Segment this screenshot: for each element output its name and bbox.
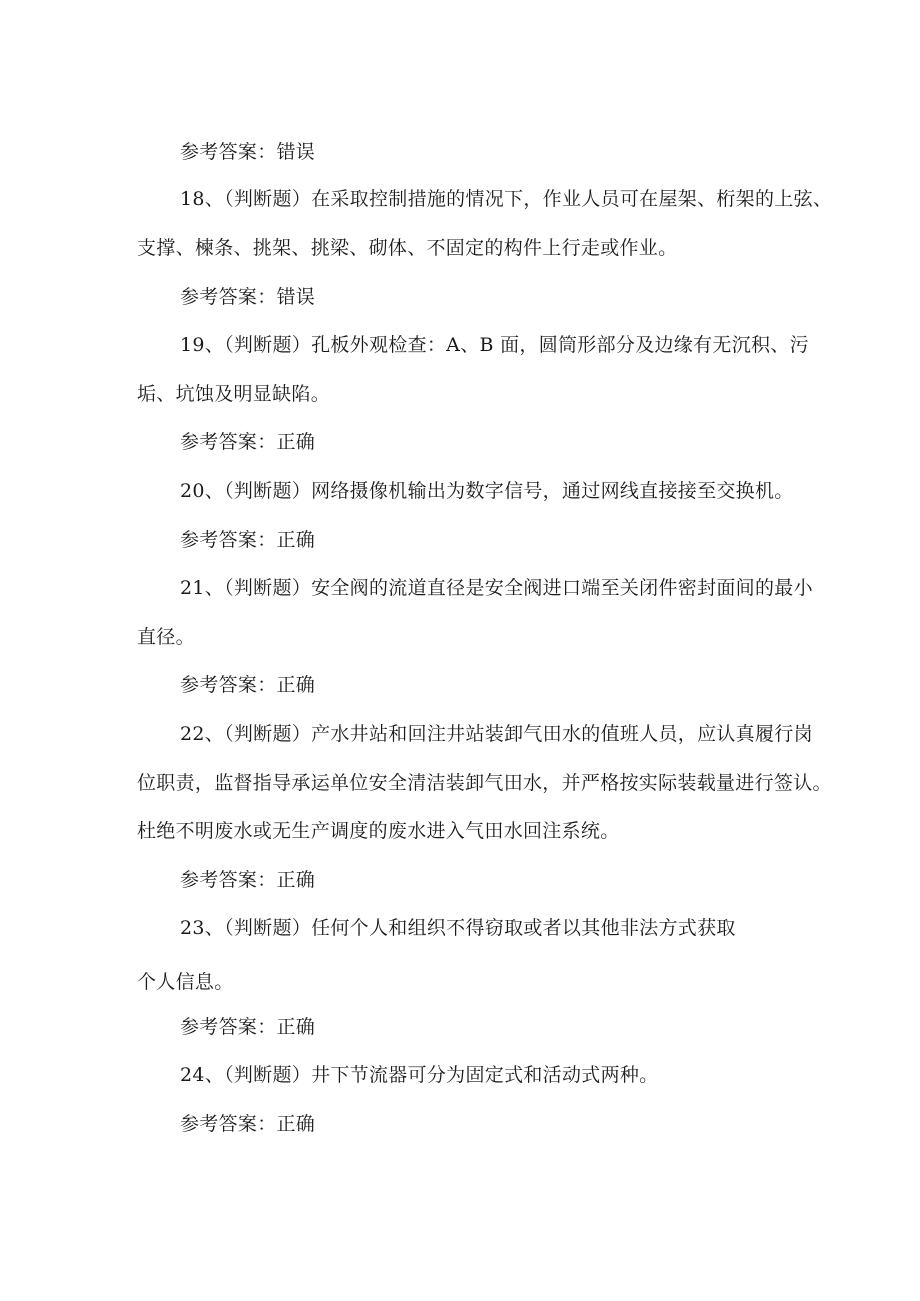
answer-22: 参考答案：正确 [180,869,316,891]
answer-23: 参考答案：正确 [180,1016,316,1038]
question-18-line-2: 支撑、楝条、挑架、挑梁、砌体、不固定的构件上行走或作业。 [137,237,678,259]
question-18-line-1: 18、（判断题）在采取控制措施的情况下，作业人员可在屋架、桁架的上弦、 [180,188,833,210]
question-23-line-1: 23、（判断题）任何个人和组织不得窃取或者以其他非法方式获取 [180,917,736,939]
answer-18: 参考答案：错误 [180,286,316,308]
answer-21: 参考答案：正确 [180,674,316,696]
answer-24: 参考答案：正确 [180,1113,316,1135]
question-22-line-2: 位职责，监督指导承运单位安全清洁装卸气田水，并严格按实际装载量进行签认。 [137,772,832,794]
question-19-line-2: 垢、坑蚀及明显缺陷。 [137,383,331,405]
question-22-line-1: 22、（判断题）产水井站和回注井站装卸气田水的值班人员，应认真履行岗 [180,723,813,745]
question-20-line-1: 20、（判断题）网络摄像机输出为数字信号，通过网线直接接至交换机。 [180,480,794,502]
question-23-line-2: 个人信息。 [137,971,234,993]
question-19-line-1: 19、（判断题）孔板外观检查：A、B 面，圆筒形部分及边缘有无沉积、污 [180,334,809,356]
question-21-line-1: 21、（判断题）安全阀的流道直径是安全阀进口端至关闭件密封面间的最小 [180,577,813,599]
question-21-line-2: 直径。 [137,626,195,648]
answer-17: 参考答案：错误 [180,141,316,163]
answer-19: 参考答案：正确 [180,431,316,453]
question-22-line-3: 杜绝不明废水或无生产调度的废水进入气田水回注系统。 [137,820,620,842]
answer-20: 参考答案：正确 [180,529,316,551]
question-24-line-1: 24、（判断题）井下节流器可分为固定式和活动式两种。 [180,1064,659,1086]
